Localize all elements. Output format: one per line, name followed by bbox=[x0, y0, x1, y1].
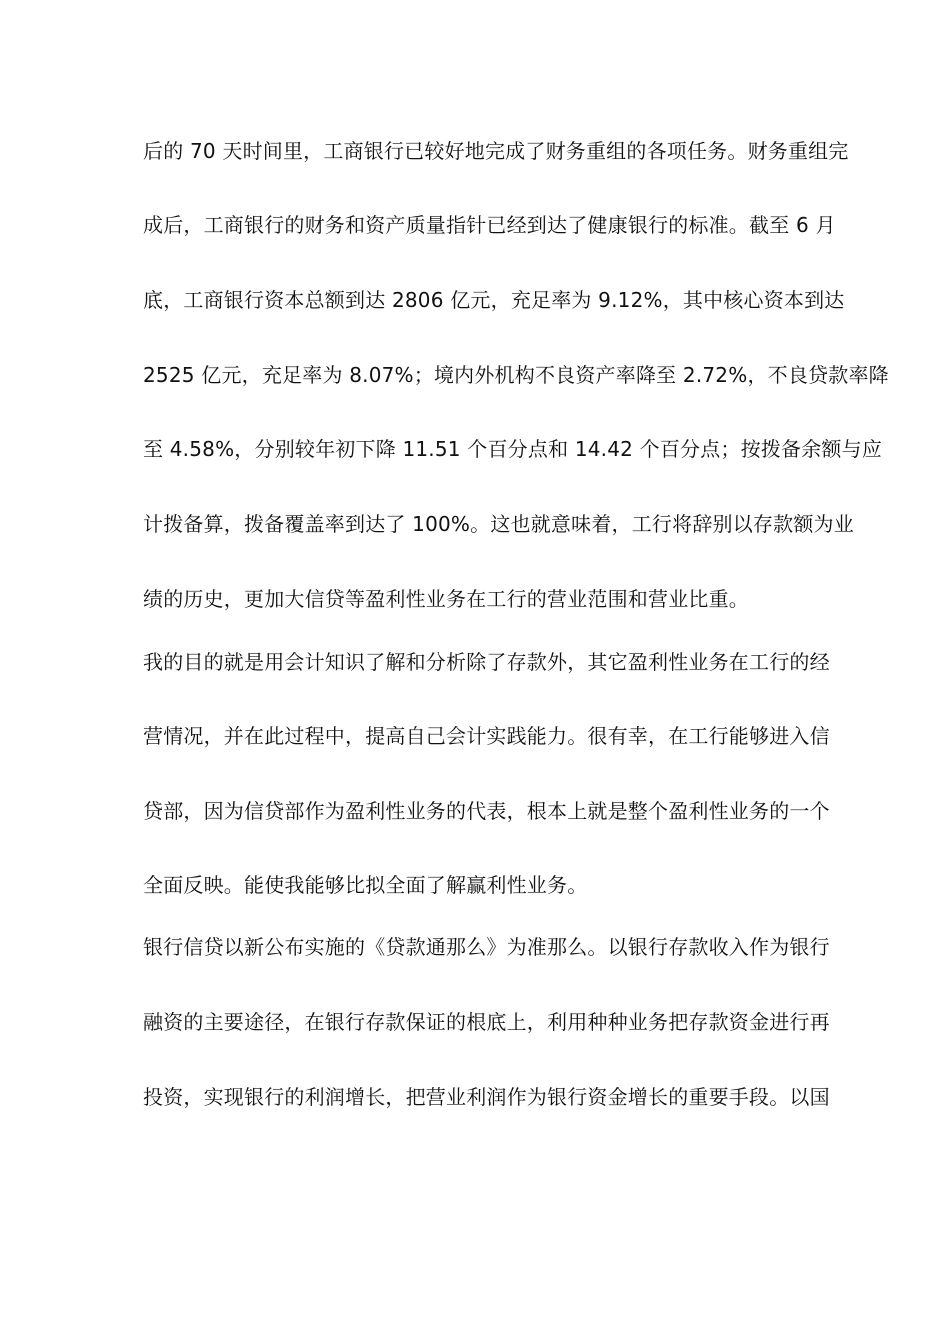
text-line: 投资，实现银行的利润增长，把营业利润作为银行资金增长的重要手段。以国 bbox=[143, 1085, 830, 1109]
text-line: 全面反映。能使我能够比拟全面了解赢利性业务。 bbox=[143, 873, 588, 897]
text-line: 银行信贷以新公布实施的《贷款通那么》为准那么。以银行存款收入作为银行 bbox=[143, 935, 830, 959]
text-line: 我的目的就是用会计知识了解和分析除了存款外，其它盈利性业务在工行的经 bbox=[143, 650, 830, 674]
text-line: 底，工商银行资本总额到达 2806 亿元，充足率为 9.12%，其中核心资本到达 bbox=[143, 288, 845, 312]
text-line: 营情况，并在此过程中，提高自己会计实践能力。很有幸，在工行能够进入信 bbox=[143, 724, 830, 748]
text-line: 后的 70 天时间里，工商银行已较好地完成了财务重组的各项任务。财务重组完 bbox=[143, 139, 849, 163]
text-line: 贷部，因为信贷部作为盈利性业务的代表，根本上就是整个盈利性业务的一个 bbox=[143, 799, 830, 823]
text-line: 成后，工商银行的财务和资产质量指针已经到达了健康银行的标准。截至 6 月 bbox=[143, 213, 836, 237]
text-line: 计拨备算，拨备覆盖率到达了 100%。这也就意味着，工行将辞别以存款额为业 bbox=[143, 512, 854, 536]
text-line: 2525 亿元，充足率为 8.07%；境内外机构不良资产率降至 2.72%，不良贷款率降 bbox=[143, 363, 889, 387]
text-line: 至 4.58%，分别较年初下降 11.51 个百分点和 14.42 个百分点；按拨备余额与应 bbox=[143, 437, 883, 461]
text-line: 融资的主要途径，在银行存款保证的根底上，利用种种业务把存款资金进行再 bbox=[143, 1010, 830, 1034]
text-line: 绩的历史，更加大信贷等盈利性业务在工行的营业范围和营业比重。 bbox=[143, 587, 749, 611]
